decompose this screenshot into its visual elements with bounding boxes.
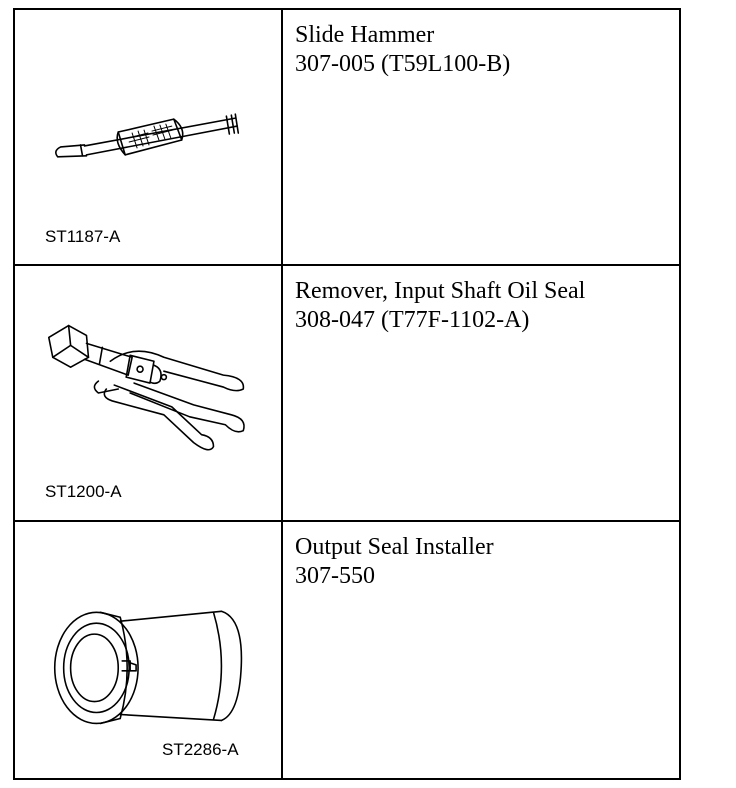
table-row [14, 265, 680, 521]
tool-name: Slide Hammer [295, 22, 435, 48]
tool-code: ST1200-A [45, 482, 122, 501]
table-row [14, 9, 680, 265]
table-row [14, 521, 680, 779]
tool-name: Remover, Input Shaft Oil Seal [295, 278, 586, 304]
tool-description-cell [282, 521, 680, 779]
tool-number: 307-550 [295, 563, 375, 589]
tool-number: 308-047 (T77F-1102-A) [295, 307, 530, 333]
tool-name: Output Seal Installer [295, 534, 494, 560]
tool-code: ST1187-A [45, 227, 121, 246]
tool-code: ST2286-A [162, 740, 239, 759]
tool-description-cell [282, 265, 680, 521]
tool-number: 307-005 (T59L100-B) [295, 51, 511, 77]
tool-illustration-cell [14, 265, 282, 521]
tool-illustration-cell [14, 9, 282, 265]
tool-description-cell [282, 9, 680, 265]
slide-hammer-icon [15, 10, 281, 264]
special-tools-table [13, 8, 681, 780]
tool-illustration-cell [14, 521, 282, 779]
seal-installer-icon [15, 522, 281, 778]
